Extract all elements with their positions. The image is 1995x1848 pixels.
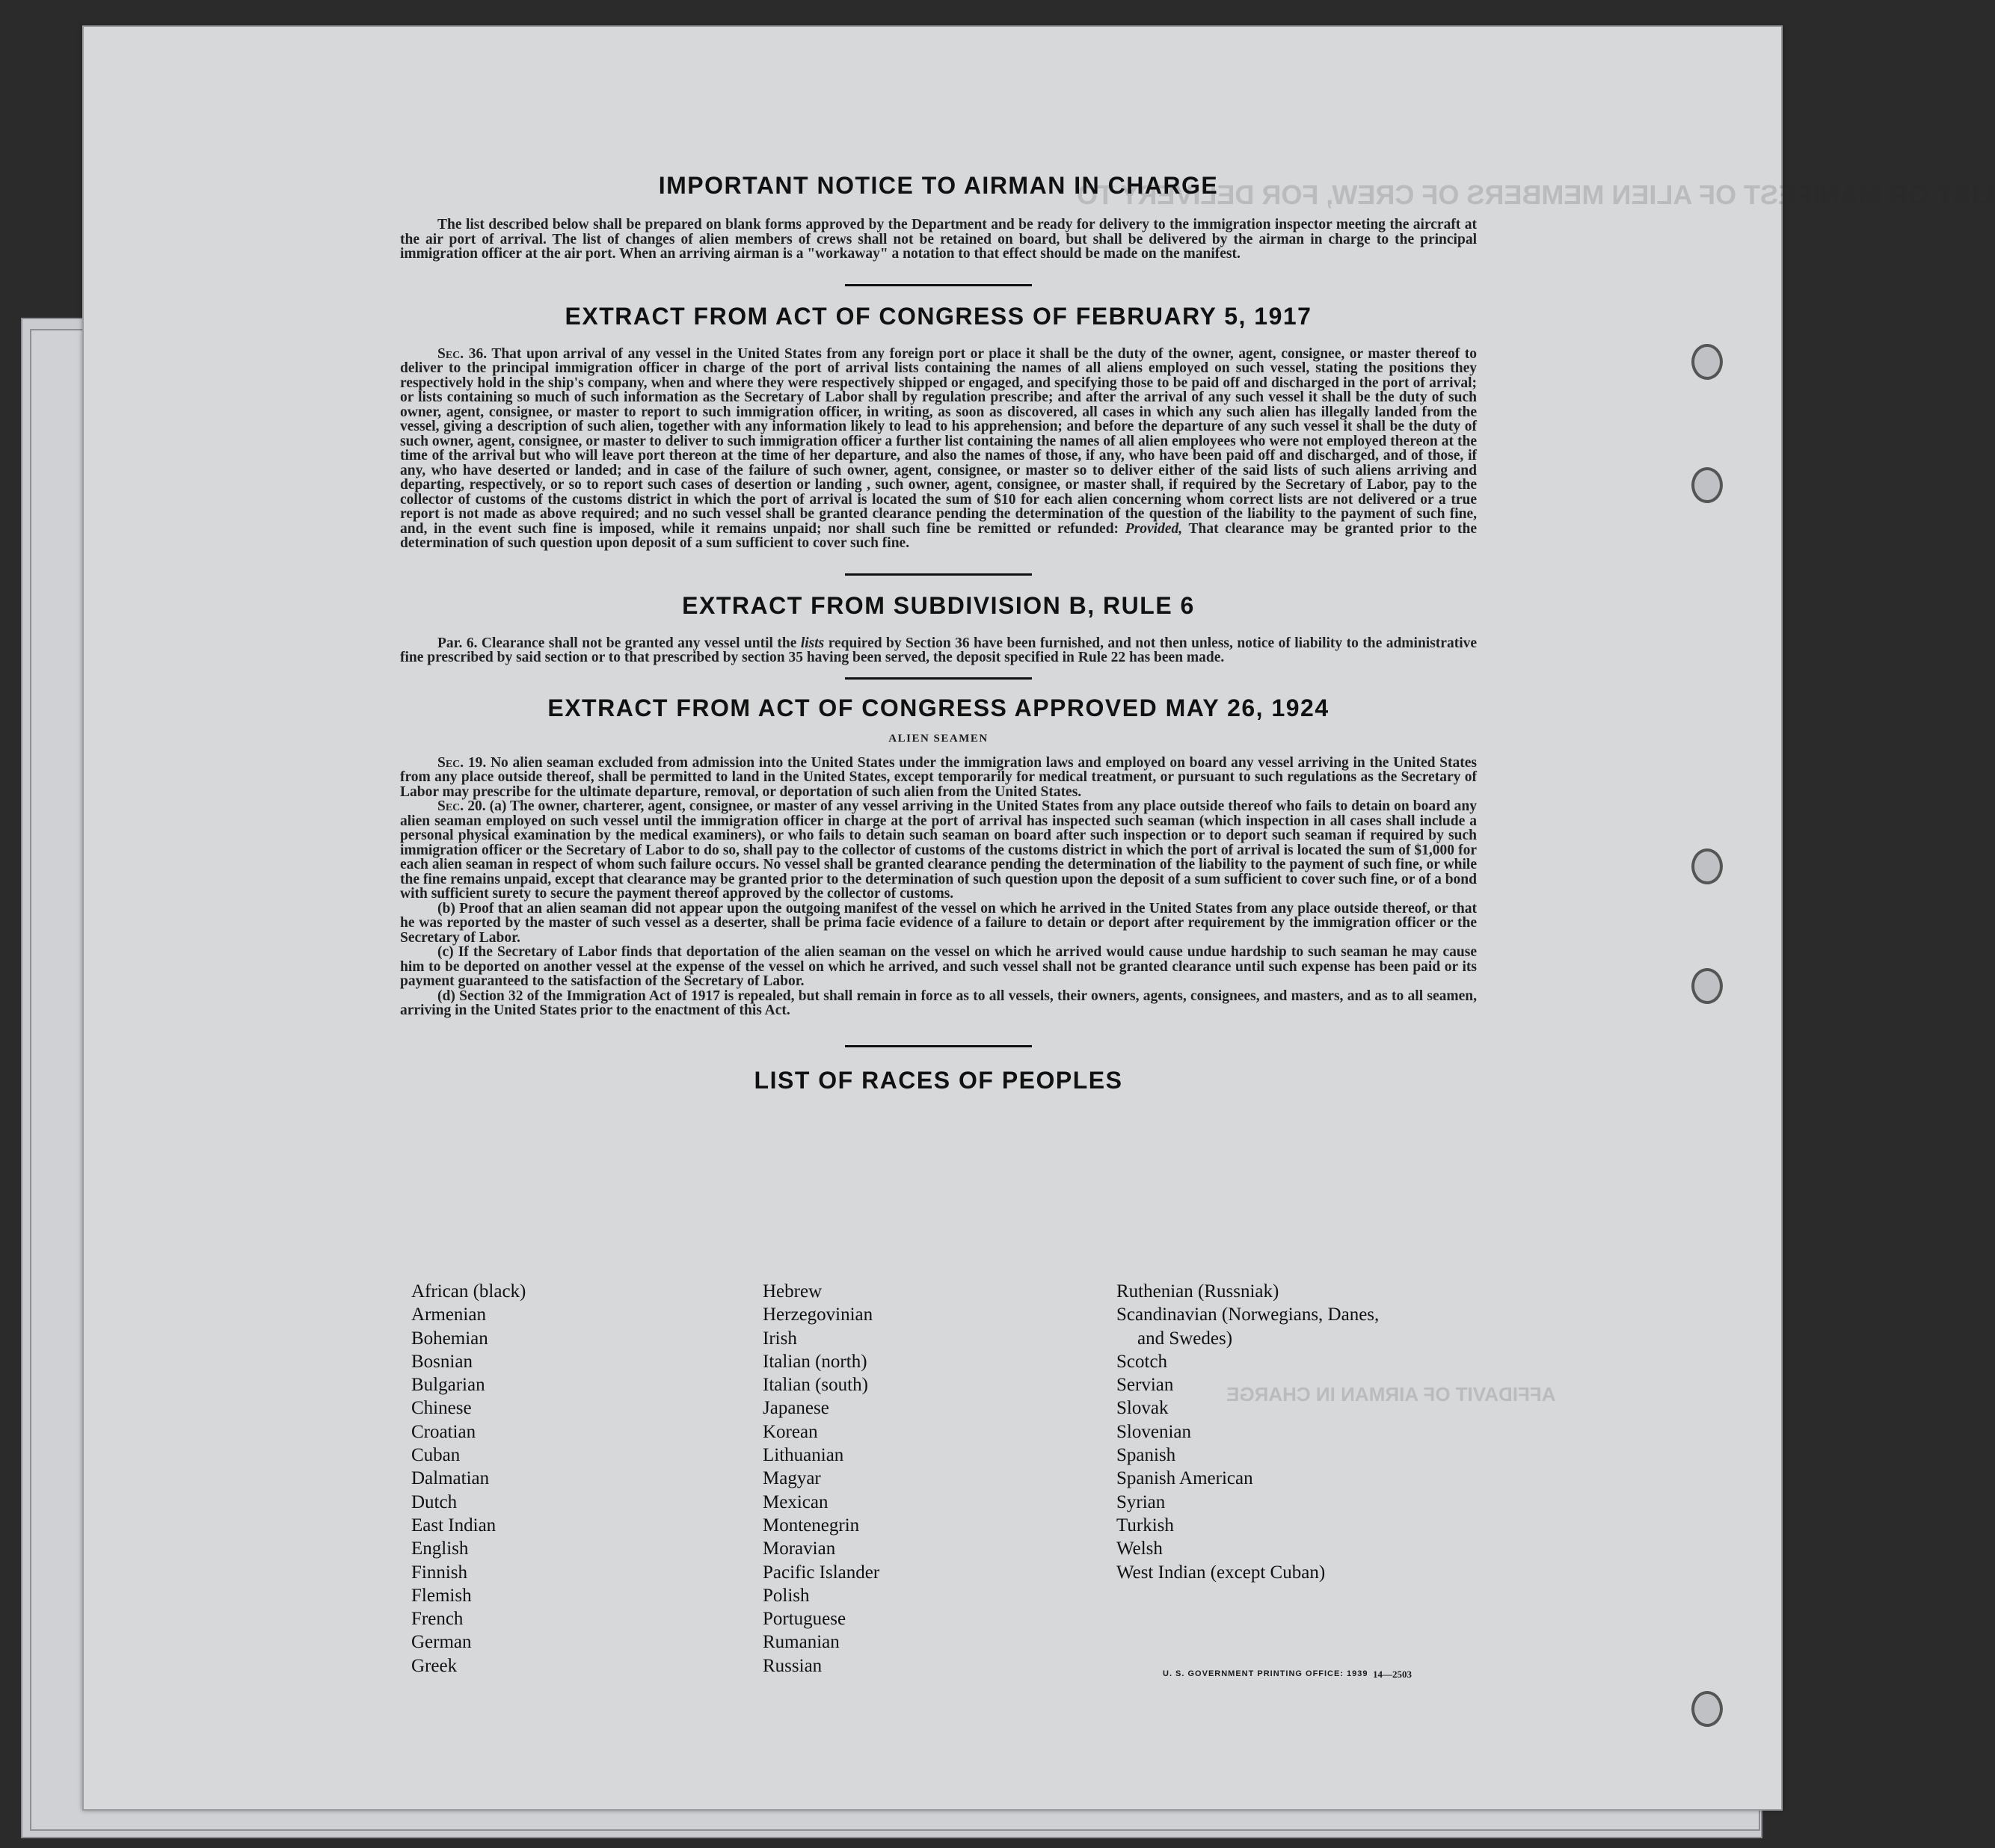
section-divider — [845, 573, 1032, 576]
race-item: Bulgarian — [411, 1375, 485, 1396]
race-item: Spanish — [1116, 1445, 1176, 1466]
section-divider — [845, 284, 1032, 286]
printer-imprint: U. S. GOVERNMENT PRINTING OFFICE: 1939 — [1163, 1669, 1368, 1678]
race-item: Chinese — [411, 1398, 472, 1419]
race-item: Bosnian — [411, 1351, 473, 1372]
rule6-text-a: Par. 6. Clearance shall not be granted any vessel until the — [437, 635, 797, 651]
races-column-3 — [1116, 1280, 1379, 1584]
race-item: Ruthenian (Russniak) — [1116, 1281, 1279, 1302]
race-item: Slovenian — [1116, 1421, 1191, 1442]
section-divider — [845, 1045, 1032, 1047]
sec-36-paragraph — [400, 347, 1477, 551]
race-item: Greek — [411, 1655, 458, 1676]
binder-hole-icon — [1691, 968, 1723, 1004]
sec-36-label: Sec. 36. — [437, 345, 488, 362]
sec-19-text: No alien seaman excluded from admission into the United States under the immigration laws and employed on board any vessel arriving in the United States from any place outside thereof, shall be permitted to land in the United States, except temporarily for medical treatment, or pursuant to such regulations as the Secretary of Labor may prescribe for the ultimate departure, removal, or deportation of such alien from the United States. — [400, 754, 1477, 800]
sec-20b-paragraph: (b) Proof that an alien seaman did not appear upon the outgoing manifest of the vessel on which he arrived in the United States from any place outside thereof, or that he was reported by the master of such vessel as a deserter, shall be prima facie evidence of a failure to detain or deport after requirement by the immigration officer or the Secretary of Labor. — [400, 900, 1477, 946]
race-item: English — [411, 1539, 469, 1559]
race-item: Syrian — [1116, 1491, 1166, 1512]
sec-20a-text: (a) The owner, charterer, agent, consignee, or master of any vessel arriving in the United States from any place outside thereof who fails to detain on board any alien seaman employed on such vessel until the immigration officer in charge at the port of arrival has inspected such seaman (which inspection in all cases shall include a personal physical examination by the medical examiners), or who fails to detain such seaman on board after such inspection or to deport such seaman if required by such immigration officer or the Secretary of Labor to do so, shall pay to the collector of customs of the customs district in which the port of arrival is located the sum of $1,000 for each alien seaman in respect of whom such failure occurs. No vessel shall be granted clearance pending the determination of the liability to the payment of such fine, or while the fine remains unpaid, except that clearance may be granted prior to the determination of such question upon the deposit of a sum sufficient to cover such fine, or of a bond with sufficient surety to secure the payment thereof approved by the collector of customs. — [400, 798, 1478, 902]
race-item: Herzegovinian — [763, 1305, 873, 1325]
document-body — [400, 172, 1477, 1094]
bleed-through-text: LIST OR MANIFEST OF ALIEN MEMBERS OF CREW, FOR DELIVERY TO — [1077, 179, 1995, 210]
binder-hole-icon — [1691, 848, 1723, 884]
race-item: Croatian — [411, 1421, 476, 1442]
race-item: Turkish — [1116, 1515, 1174, 1536]
race-item: Armenian — [411, 1305, 486, 1325]
sec-20a-paragraph — [400, 799, 1477, 902]
sec-36-text: That upon arrival of any vessel in the United States from any foreign port or place it shall be the duty of the owner, agent, consignee, or master thereof to deliver to the principal immigration officer in charge of the port of arrival lists containing the names of all aliens employed on such vessel, stating the positions they respectively hold in the ship's company, when and where they were respectively shipped or engaged, and specifying those to be paid off and discharged in the port of arrival; or lists containing so much of such information as the Secretary of Labor shall by regulation prescribe; and after the arrival of any such vessel it shall be the duty of such owner, agent, consignee, or master to report to such immigration officer, in writing, as soon as discovered, all cases in which any such alien has illegally landed from the vessel, giving a description of such alien, together with any information likely to lead to his apprehension; and before the departure of any such vessel it shall be the duty of such owner, agent, consignee, or master to deliver to such immigration officer a further list containing the names of all alien employees who were not employed thereon at the time of the arrival but who will leave port thereon at the time of her departure, and also the names of those, if any, who have been paid off and discharged, and of those, if any, who have deserted or landed; and in case of the failure of such owner, agent, consignee, or master so to deliver either of the said lists of such aliens arriving and departing, respectively, or so to report such cases of desertion or landing , such owner, agent, consignee, or master shall, if required by the Secretary of Labor, pay to the collector of customs of the customs district in which the port of arrival is located the sum of $10 for each alien concerning whom correct lists are not delivered or a true report is not made as above required; and no such vessel shall be granted clearance pending the determination of the question of the liability to the payment of such fine, and, in the event such fine is imposed, while it remains unpaid; nor shall such fine be remitted or refunded: — [400, 345, 1478, 537]
race-item: German — [411, 1632, 472, 1653]
race-item: Welsh — [1116, 1539, 1163, 1559]
races-column-2 — [763, 1280, 879, 1678]
sec-20-label: Sec. 20. — [437, 798, 486, 814]
sec-20c-paragraph: (c) If the Secretary of Labor finds that deportation of the alien seaman on the vessel on which he arrived would cause undue hardship to such seaman he may cause him to be deported on another vessel at the expense of the vessel on which he arrived, and such vessel shall not be granted clearance until such expense has been paid or its payment guaranteed to the satisfaction of the Secretary of Labor. — [400, 944, 1477, 989]
extract-1924-title: EXTRACT FROM ACT OF CONGRESS APPROVED MAY 26, 1924 — [547, 694, 1330, 721]
race-item: Rumanian — [763, 1632, 840, 1653]
sec-19-paragraph — [400, 756, 1477, 800]
bleed-through-text: AFFIDAVIT OF AIRMAN IN CHARGE — [1226, 1383, 1556, 1405]
race-item: Hebrew — [763, 1281, 823, 1302]
race-item: Italian (north) — [763, 1351, 867, 1372]
race-item: African (black) — [411, 1281, 526, 1302]
race-item: Dalmatian — [411, 1468, 490, 1489]
race-item: Lithuanian — [763, 1445, 844, 1466]
race-item: East Indian — [411, 1515, 497, 1536]
binder-hole-icon — [1691, 344, 1723, 380]
extract-1917-title: EXTRACT FROM ACT OF CONGRESS OF FEBRUARY 5, 1917 — [565, 302, 1312, 330]
races-column-1 — [411, 1280, 526, 1678]
notice-body: The list described below shall be prepared on blank forms approved by the Department and be ready for delivery to the immigration inspector meeting the aircraft at the air port of arrival. The list of changes of alien members of crews shall not be retained on board, but shall be delivered by the airman in charge to the principal immigration officer at the air port. When an arriving airman is a "workaway" a notation to that effect should be made on the manifest. — [400, 217, 1477, 262]
race-item: Portuguese — [763, 1609, 846, 1630]
proviso-text: That clearance may be granted prior to the determination of such question upon deposit of a sum sufficient to cover such fine. — [400, 520, 1478, 551]
race-item: Spanish American — [1116, 1468, 1253, 1489]
notice-title: IMPORTANT NOTICE TO AIRMAN IN CHARGE — [658, 172, 1219, 199]
race-item: West Indian (except Cuban) — [1116, 1562, 1326, 1583]
proviso-label: Provided, — [1125, 520, 1183, 537]
race-item: Italian (south) — [763, 1375, 868, 1396]
race-item: Flemish — [411, 1585, 472, 1606]
race-item: Polish — [763, 1585, 810, 1606]
race-item: Montenegrin — [763, 1515, 860, 1536]
race-item: Bohemian — [411, 1328, 488, 1349]
binder-hole-icon — [1691, 1691, 1723, 1727]
race-item: Dutch — [411, 1491, 458, 1512]
race-item: and Swedes) — [1137, 1328, 1233, 1349]
race-item: Mexican — [763, 1491, 829, 1512]
race-item: Servian — [1116, 1375, 1174, 1396]
race-item: Korean — [763, 1421, 818, 1442]
race-item: Scandinavian (Norwegians, Danes, — [1116, 1305, 1380, 1325]
races-title: LIST OF RACES OF PEOPLES — [754, 1066, 1123, 1094]
rule6-lists-word: lists — [800, 635, 825, 651]
race-item: Russian — [763, 1655, 823, 1676]
section-divider — [845, 677, 1032, 680]
race-item: Cuban — [411, 1445, 461, 1466]
race-item: Magyar — [763, 1468, 821, 1489]
race-item: Pacific Islander — [763, 1562, 880, 1583]
race-item: Finnish — [411, 1562, 468, 1583]
race-item: Scotch — [1116, 1351, 1168, 1372]
form-number: 14—2503 — [1373, 1669, 1412, 1680]
race-item: French — [411, 1609, 464, 1630]
race-item: Irish — [763, 1328, 797, 1349]
race-item: Japanese — [763, 1398, 829, 1419]
extract-rule6-title: EXTRACT FROM SUBDIVISION B, RULE 6 — [682, 591, 1195, 619]
race-item: Moravian — [763, 1539, 836, 1559]
sec-20d-paragraph: (d) Section 32 of the Immigration Act of 1917 is repealed, but shall remain in force as to all vessels, their owners, agents, consignees, and masters, and as to all seamen, arriving in the United States prior to the enactment of this Act. — [400, 988, 1477, 1018]
sec-19-label: Sec. 19. — [437, 754, 487, 771]
rule6-paragraph — [400, 636, 1477, 665]
alien-seamen-subtitle: ALIEN SEAMEN — [888, 732, 989, 745]
binder-hole-icon — [1691, 467, 1723, 503]
rule6-text-b: required by Section 36 have been furnished, and not then unless, notice of liability to the administrative fine prescribed by said section or to that prescribed by section 35 having been served, the deposit specified in Rule 22 has been made. — [400, 635, 1478, 665]
race-item: Slovak — [1116, 1398, 1169, 1419]
